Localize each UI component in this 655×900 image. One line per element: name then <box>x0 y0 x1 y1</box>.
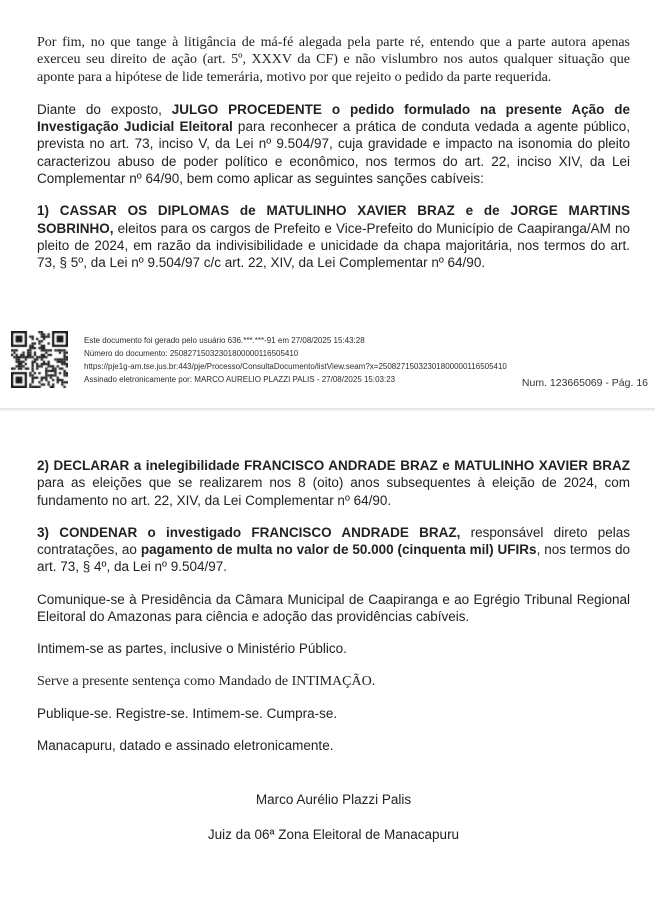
stamp-line-docnumber: Número do documento: 25082715032301800000116505410 <box>84 349 299 358</box>
paragraph-intimem-se: Intimem-se as partes, inclusive o Ministério Público. <box>37 641 347 657</box>
paragraph-dispositivo-julgo-procedente: Diante do exposto, JULGO PROCEDENTE o pedido formulado na presente Ação de Investigação Judicial Eleitoral para reconhecer a prática de conduta vedada a agente público, prevista no art. 73, inciso V, da Lei nº 9.504/97, cuja gravidade e impacto na isonomia do pleito caracterizou abuso de poder político e econômico, nos termos do art. 22, inciso XIV, da Lei Complementar nº 64/90, bem como aplicar as seguintes sanções cabíveis: <box>37 101 630 187</box>
paragraph-local-assinatura: Manacapuru, datado e assinado eletronicamente. <box>37 738 334 754</box>
sanction-item-3-condenar-multa: 3) CONDENAR o investigado FRANCISCO ANDRADE BRAZ, responsável direto pelas contratações, ao pagamento de multa no valor de 50.000 (cinquenta mil) UFIRs, nos termos do art. 73, § 4º, da Lei nº 9.504/97. <box>37 524 630 575</box>
paragraph-comunique-se: Comunique-se à Presidência da Câmara Municipal de Caapiranga e ao Egrégio Tribunal Regional Eleitoral do Amazonas para ciência e adoção das providências cabíveis. <box>37 591 630 625</box>
paragraph-mandado-intimacao: Serve a presente sentença como Mandado de INTIMAÇÃO. <box>37 673 376 689</box>
signer-title: Juiz da 06ª Zona Eleitoral de Manacapuru <box>207 826 460 842</box>
page-2-text-column <box>37 457 630 861</box>
paragraph-litigancia-ma-fe: Por fim, no que tange à litigância de má-fé alegada pela parte ré, entendo que a parte autora apenas exerceu seu direito de ação (art. 5º, XXXV da CF) e não vislumbro nos autos qualquer situação que aponte para a hipótese de lide temerária, motivo por que rejeito o pedido da parte requerida. <box>37 35 630 85</box>
stamp-line-url: https://pje1g-am.tse.jus.br:443/pje/Processo/ConsultaDocumento/listView.seam?x=25082715032301800000116505410 <box>84 362 507 371</box>
page-1-text-column <box>37 34 630 287</box>
qr-code-icon <box>11 331 68 388</box>
electronic-signature-stamp <box>0 328 655 398</box>
page-number-ref: Num. 123665069 - Pág. 16 <box>521 377 648 389</box>
stamp-line-signed-by: Assinado eletronicamente por: MARCO AURELIO PLAZZI PALIS - 27/08/2025 15:03:23 <box>84 375 396 384</box>
paragraph-publique-se: Publique-se. Registre-se. Intimem-se. Cumpra-se. <box>37 705 338 721</box>
sanction-item-2-declarar-inelegibilidade: 2) DECLARAR a inelegibilidade FRANCISCO ANDRADE BRAZ e MATULINHO XAVIER BRAZ para as eleições que se realizarem nos 8 (oito) anos subsequentes à eleição de 2024, com fundamento no art. 22, XIV, da Lei Complementar nº 64/90. <box>37 458 630 508</box>
stamp-line-generated: Este documento foi gerado pelo usuário 636.***.***-91 em 27/08/2025 15:43:28 <box>84 336 365 345</box>
stamp-text-block <box>84 334 535 386</box>
signer-name: Marco Aurélio Plazzi Palis <box>255 791 412 807</box>
sanction-item-1-cassar-diplomas: 1) CASSAR OS DIPLOMAS de MATULINHO XAVIER BRAZ e de JORGE MARTINS SOBRINHO, eleitos para os cargos de Prefeito e Vice-Prefeito do Município de Caapiranga/AM no pleito de 2024, em razão da indivisibilidade e unicidade da chapa majoritária, nos termos do art. 73, § 5º, da Lei nº 9.504/97 c/c art. 22, XIV, da Lei Complementar nº 64/90. <box>37 203 630 271</box>
document-page-2 <box>0 411 655 900</box>
document-page-1 <box>0 0 655 408</box>
signature-block <box>37 791 630 843</box>
